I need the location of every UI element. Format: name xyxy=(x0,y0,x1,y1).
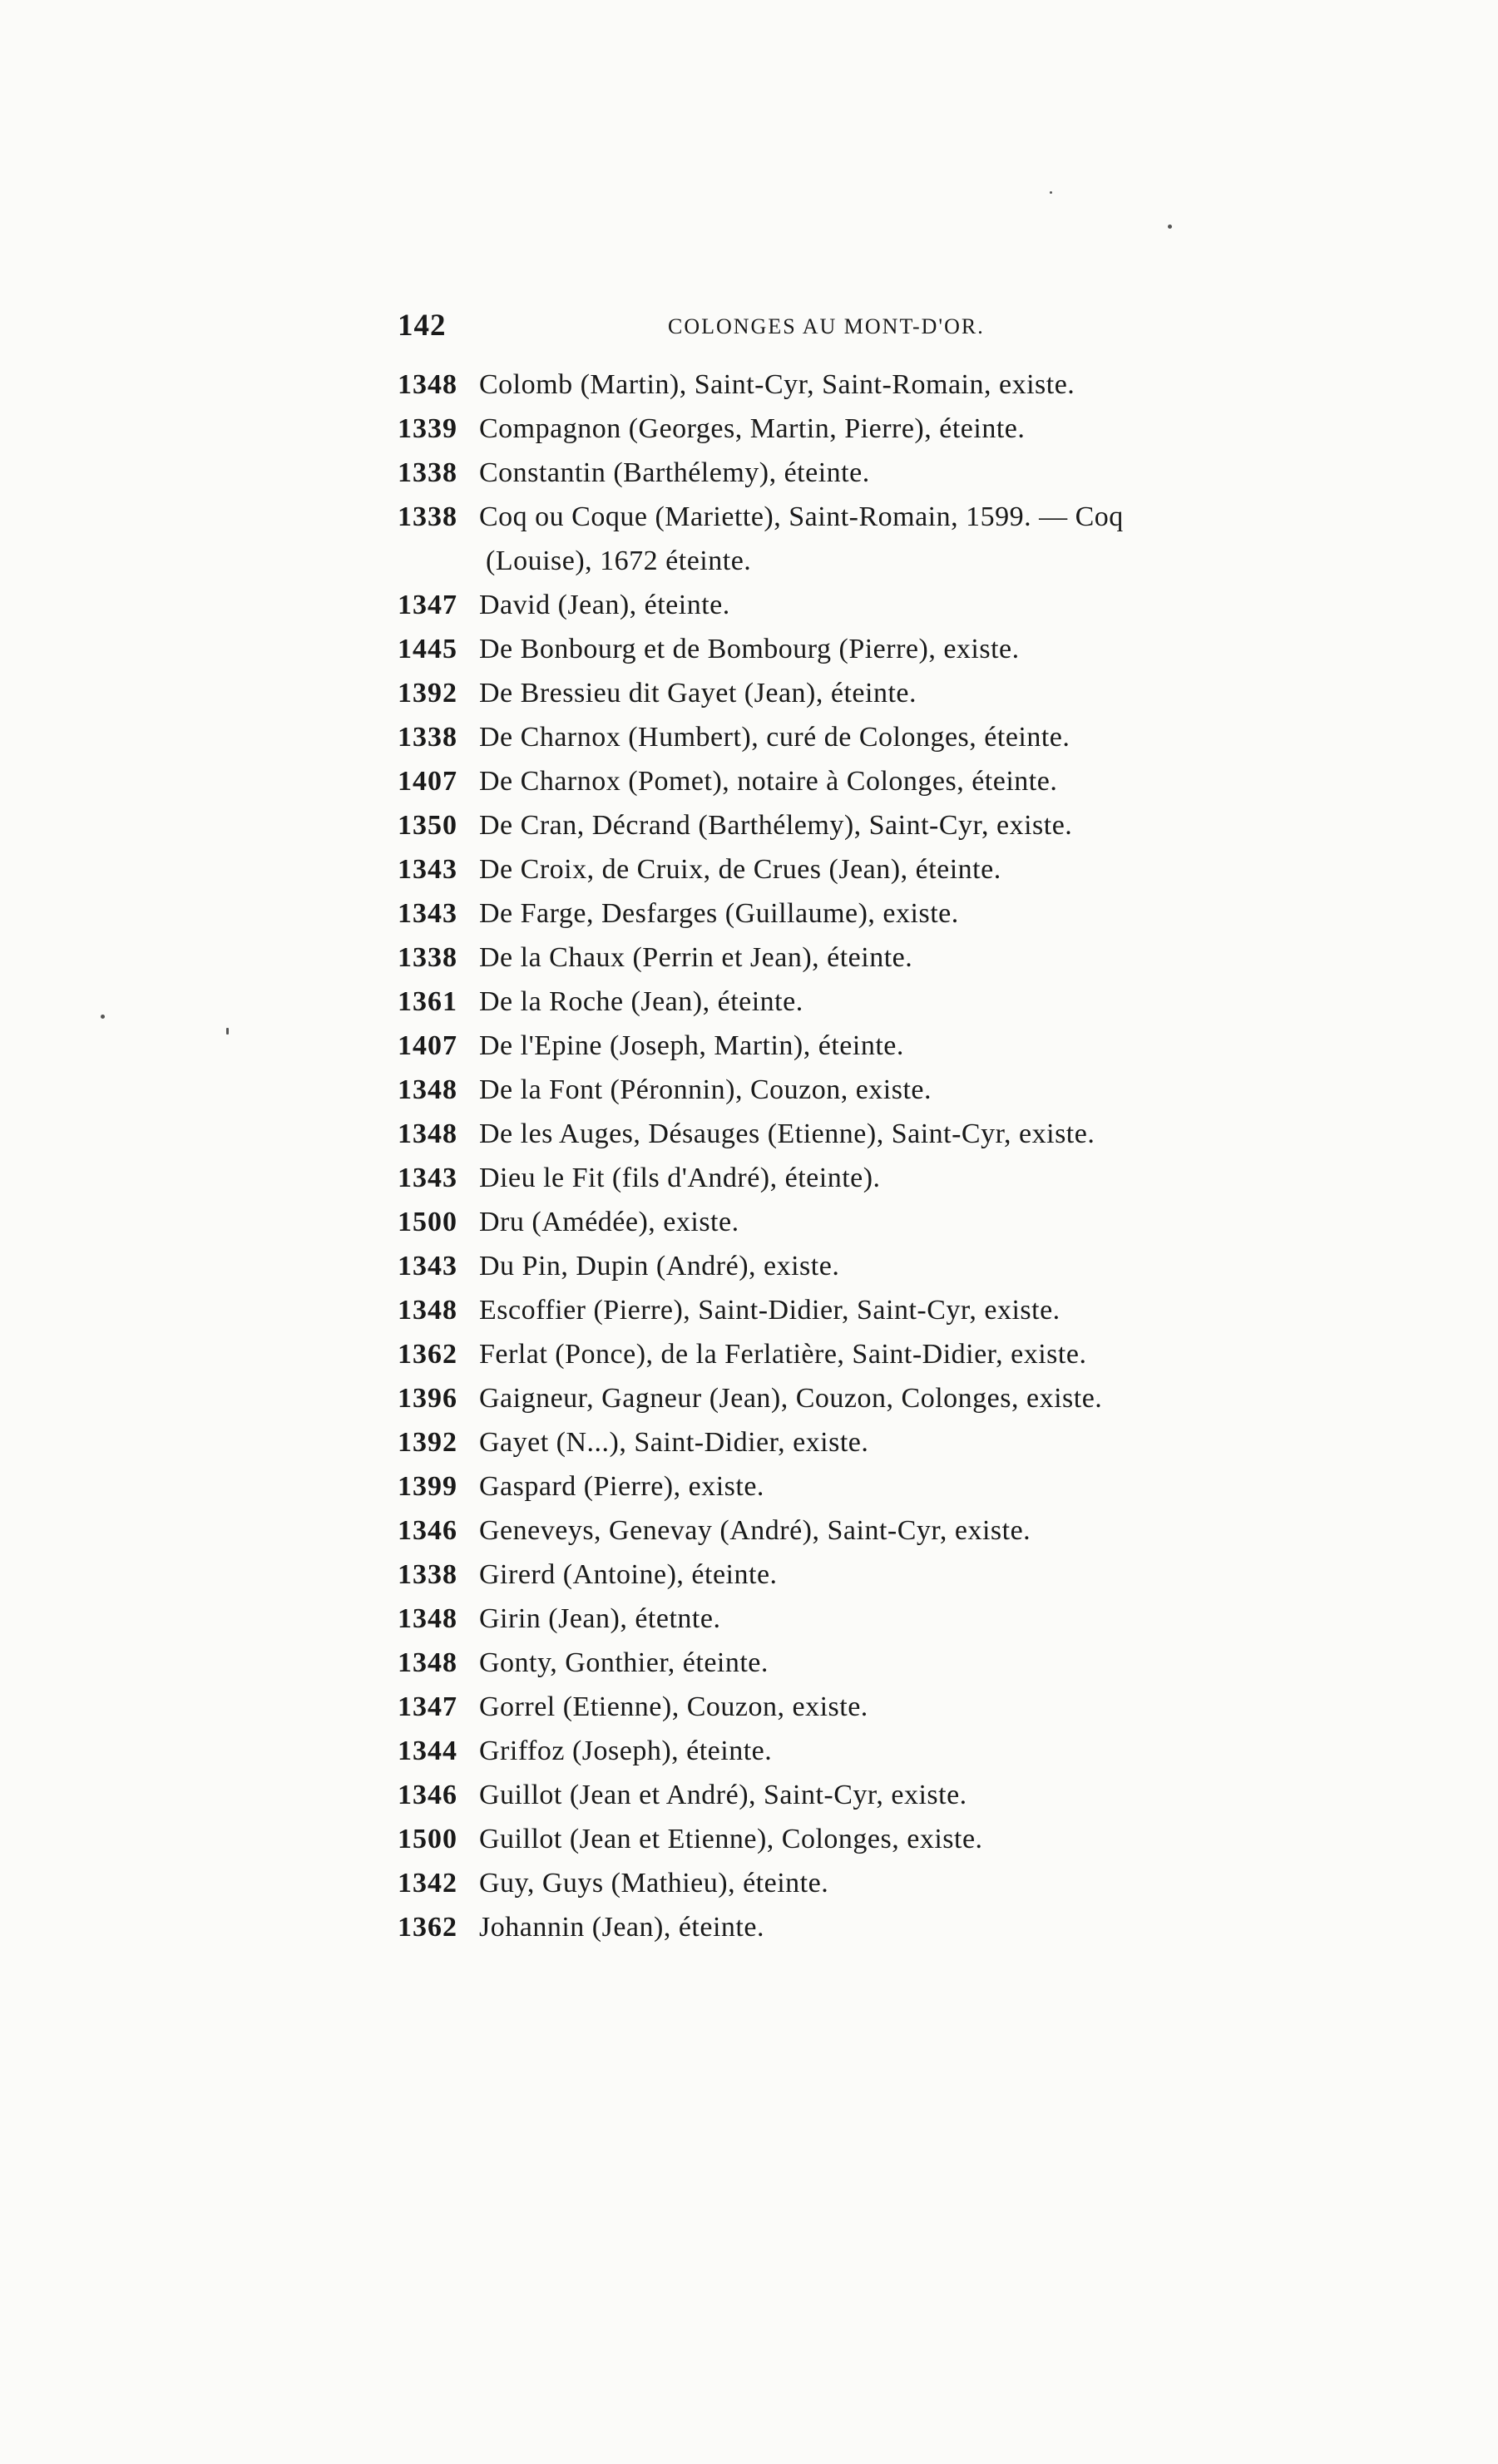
entry-text: De Cran, Décrand (Barthélemy), Saint-Cyr, existe. xyxy=(479,810,1073,841)
list-item xyxy=(398,627,1337,671)
entry-text: De Charnox (Pomet), notaire à Colonges, éteinte. xyxy=(479,766,1058,797)
entry-year: 1348 xyxy=(398,1074,457,1105)
entry-year: 1339 xyxy=(398,413,457,444)
entry-text: Constantin (Barthélemy), éteinte. xyxy=(479,457,870,488)
scan-speck xyxy=(101,1015,105,1019)
entry-year: 1343 xyxy=(398,1251,457,1281)
entry-year: 1500 xyxy=(398,1824,457,1854)
entry-year: 1392 xyxy=(398,678,457,709)
entry-text: De Croix, de Cruix, de Crues (Jean), éteinte. xyxy=(479,854,1001,885)
entry-text: Gorrel (Etienne), Couzon, existe. xyxy=(479,1691,868,1722)
list-item xyxy=(398,495,1337,539)
entry-text: Johannin (Jean), éteinte. xyxy=(479,1912,764,1943)
scan-speck xyxy=(226,1028,229,1034)
entry-year: 1346 xyxy=(398,1515,457,1546)
entry-year: 1338 xyxy=(398,1559,457,1590)
entry-year: 1338 xyxy=(398,942,457,973)
scan-speck xyxy=(1050,191,1052,194)
list-item xyxy=(398,1068,1337,1112)
entry-year: 1347 xyxy=(398,1691,457,1722)
entry-text: Compagnon (Georges, Martin, Pierre), éteinte. xyxy=(479,413,1026,444)
entry-text: De la Roche (Jean), éteinte. xyxy=(479,986,803,1017)
entry-year: 1350 xyxy=(398,810,457,841)
entry-year: 1362 xyxy=(398,1912,457,1943)
entry-text: De la Font (Péronnin), Couzon, existe. xyxy=(479,1074,932,1105)
list-item xyxy=(398,1861,1337,1905)
list-item xyxy=(398,1773,1337,1817)
list-item xyxy=(398,1817,1337,1861)
family-list xyxy=(398,363,1337,1949)
entry-year: 1500 xyxy=(398,1207,457,1237)
entry-text: De l'Epine (Joseph, Martin), éteinte. xyxy=(479,1030,904,1061)
list-item xyxy=(398,1597,1337,1641)
entry-year: 1346 xyxy=(398,1780,457,1810)
entry-year: 1344 xyxy=(398,1736,457,1766)
entry-text: De les Auges, Désauges (Etienne), Saint-Cyr, existe. xyxy=(479,1118,1095,1149)
list-item xyxy=(398,1332,1337,1376)
entry-year: 1338 xyxy=(398,722,457,753)
entry-text: Guillot (Jean et Etienne), Colonges, existe. xyxy=(479,1824,983,1854)
list-item xyxy=(398,1729,1337,1773)
entry-text: Coq ou Coque (Mariette), Saint-Romain, 1599. — Coq xyxy=(479,501,1124,532)
entry-text: De Charnox (Humbert), curé de Colonges, éteinte. xyxy=(479,722,1070,753)
entry-text: Du Pin, Dupin (André), existe. xyxy=(479,1251,840,1281)
entry-year: 1343 xyxy=(398,854,457,885)
entry-text: Griffoz (Joseph), éteinte. xyxy=(479,1736,773,1766)
list-item xyxy=(398,980,1337,1024)
entry-text: Guillot (Jean et André), Saint-Cyr, existe. xyxy=(479,1780,967,1810)
list-item xyxy=(398,583,1337,627)
entry-text: Dru (Amédée), existe. xyxy=(479,1207,739,1237)
entry-year: 1362 xyxy=(398,1339,457,1370)
entry-year: 1361 xyxy=(398,986,457,1017)
list-item xyxy=(398,1420,1337,1464)
list-item xyxy=(398,891,1337,936)
entry-text: Girin (Jean), étetnte. xyxy=(479,1603,721,1634)
entry-year: 1342 xyxy=(398,1868,457,1899)
entry-year: 1343 xyxy=(398,1163,457,1193)
entry-text: David (Jean), éteinte. xyxy=(479,590,730,620)
entry-text: Guy, Guys (Mathieu), éteinte. xyxy=(479,1868,829,1899)
list-item xyxy=(398,1376,1337,1420)
list-item xyxy=(398,1156,1337,1200)
entry-year: 1392 xyxy=(398,1427,457,1458)
entry-year: 1348 xyxy=(398,1118,457,1149)
entry-year: 1396 xyxy=(398,1383,457,1414)
list-item xyxy=(398,803,1337,847)
entry-text: Escoffier (Pierre), Saint-Didier, Saint-Cyr, existe. xyxy=(479,1295,1060,1326)
entry-text: De Bressieu dit Gayet (Jean), éteinte. xyxy=(479,678,917,709)
entry-text: (Louise), 1672 éteinte. xyxy=(486,546,752,576)
entry-text: Gaspard (Pierre), existe. xyxy=(479,1471,764,1502)
list-item xyxy=(398,451,1337,495)
list-item xyxy=(398,1509,1337,1553)
entry-text: Gonty, Gonthier, éteinte. xyxy=(479,1647,769,1678)
list-item xyxy=(398,1553,1337,1597)
scan-speck xyxy=(1168,225,1172,229)
list-item xyxy=(398,671,1337,715)
entry-text: De la Chaux (Perrin et Jean), éteinte. xyxy=(479,942,913,973)
entry-year: 1348 xyxy=(398,1647,457,1678)
list-item xyxy=(398,1905,1337,1949)
list-item xyxy=(398,1288,1337,1332)
entry-text: Colomb (Martin), Saint-Cyr, Saint-Romain, existe. xyxy=(479,369,1075,400)
list-item xyxy=(398,1641,1337,1685)
entry-text: De Farge, Desfarges (Guillaume), existe. xyxy=(479,898,959,929)
list-item xyxy=(398,759,1337,803)
entry-text: Gayet (N...), Saint-Didier, existe. xyxy=(479,1427,869,1458)
entry-year: 1338 xyxy=(398,457,457,488)
entry-year: 1338 xyxy=(398,501,457,532)
list-item xyxy=(398,1685,1337,1729)
entry-text: Dieu le Fit (fils d'André), éteinte). xyxy=(479,1163,881,1193)
entry-year: 1348 xyxy=(398,369,457,400)
list-item xyxy=(398,407,1337,451)
list-item-continuation xyxy=(398,539,1337,583)
entry-year: 1348 xyxy=(398,1603,457,1634)
entry-year: 1407 xyxy=(398,766,457,797)
entry-year: 1348 xyxy=(398,1295,457,1326)
entry-year: 1445 xyxy=(398,634,457,664)
entry-text: Gaigneur, Gagneur (Jean), Couzon, Colonges, existe. xyxy=(479,1383,1103,1414)
page-number: 142 xyxy=(398,309,447,343)
list-item xyxy=(398,715,1337,759)
list-item xyxy=(398,1200,1337,1244)
list-item xyxy=(398,363,1337,407)
list-item xyxy=(398,1112,1337,1156)
entry-year: 1407 xyxy=(398,1030,457,1061)
entry-text: Ferlat (Ponce), de la Ferlatière, Saint-Didier, existe. xyxy=(479,1339,1087,1370)
list-item xyxy=(398,847,1337,891)
running-title: COLONGES AU MONT-D'OR. xyxy=(668,314,985,338)
list-item xyxy=(398,1464,1337,1509)
entry-text: Girerd (Antoine), éteinte. xyxy=(479,1559,778,1590)
entry-year: 1347 xyxy=(398,590,457,620)
list-item xyxy=(398,936,1337,980)
entry-text: De Bonbourg et de Bombourg (Pierre), existe. xyxy=(479,634,1020,664)
list-item xyxy=(398,1244,1337,1288)
page-header xyxy=(398,308,1013,349)
entry-year: 1343 xyxy=(398,898,457,929)
entry-year: 1399 xyxy=(398,1471,457,1502)
list-item xyxy=(398,1024,1337,1068)
entry-text: Geneveys, Genevay (André), Saint-Cyr, existe. xyxy=(479,1515,1031,1546)
